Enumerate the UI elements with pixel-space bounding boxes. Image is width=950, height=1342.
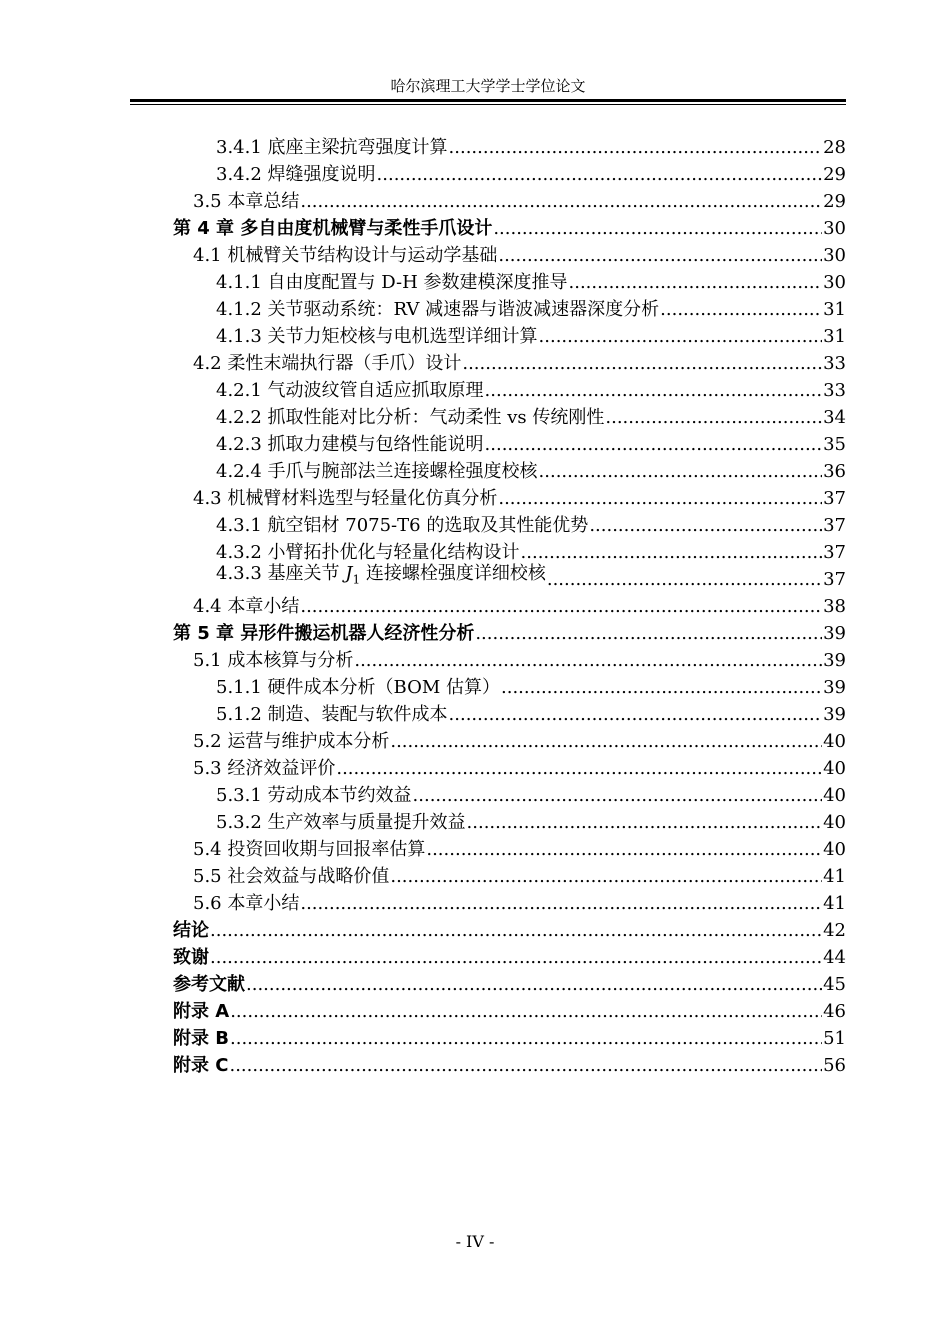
toc-leader-dots bbox=[660, 299, 822, 321]
toc-entry[interactable] bbox=[173, 510, 846, 537]
toc-entry-title: 4.1.3 关节力矩校核与电机选型详细计算 bbox=[216, 326, 538, 347]
toc-entry-title: 4.2.1 气动波纹管自适应抓取原理 bbox=[216, 380, 484, 401]
toc-leader-dots bbox=[246, 974, 822, 996]
toc-entry-title: 5.1.1 硬件成本分析（BOM 估算） bbox=[216, 677, 500, 698]
toc-entry-page: 51 bbox=[823, 1028, 846, 1049]
toc-entry[interactable] bbox=[173, 132, 846, 159]
toc-leader-dots bbox=[485, 434, 823, 456]
toc-leader-dots bbox=[449, 704, 823, 726]
toc-entry-title: 4.2.2 抓取性能对比分析：气动柔性 vs 传统刚性 bbox=[216, 407, 605, 428]
toc-entry[interactable] bbox=[173, 456, 846, 483]
toc-entry-title: 结论 bbox=[173, 920, 209, 941]
toc-entry-page: 40 bbox=[823, 731, 846, 752]
toc-entry[interactable] bbox=[173, 726, 846, 753]
toc-entry-title: 5.1.2 制造、装配与软件成本 bbox=[216, 704, 448, 725]
toc-entry[interactable] bbox=[173, 915, 846, 942]
toc-leader-dots bbox=[589, 515, 822, 537]
toc-entry[interactable] bbox=[173, 321, 846, 348]
toc-entry-title: 附录 B bbox=[173, 1028, 229, 1049]
toc-leader-dots bbox=[300, 596, 822, 618]
toc-entry-page: 37 bbox=[823, 569, 846, 590]
toc-entry[interactable] bbox=[173, 888, 846, 915]
toc-entry[interactable] bbox=[173, 564, 846, 591]
toc-entry-title: 4.1.1 自由度配置与 D-H 参数建模深度推导 bbox=[216, 272, 568, 293]
toc-entry-page: 30 bbox=[823, 245, 846, 266]
toc-leader-dots bbox=[210, 947, 822, 969]
toc-entry-page: 31 bbox=[823, 326, 846, 347]
toc-entry-page: 40 bbox=[823, 839, 846, 860]
toc-leader-dots bbox=[475, 623, 822, 645]
toc-entry[interactable] bbox=[173, 861, 846, 888]
toc-entry-title: 4.3 机械臂材料选型与轻量化仿真分析 bbox=[193, 488, 498, 509]
toc-entry[interactable] bbox=[173, 375, 846, 402]
toc-leader-dots bbox=[413, 785, 823, 807]
toc-entry[interactable] bbox=[173, 429, 846, 456]
toc-entry-page: 41 bbox=[823, 866, 846, 887]
table-of-contents bbox=[173, 132, 846, 1077]
toc-entry-page: 37 bbox=[823, 515, 846, 536]
toc-entry-page: 44 bbox=[823, 947, 846, 968]
toc-entry-page: 33 bbox=[823, 353, 846, 374]
toc-entry-page: 39 bbox=[823, 650, 846, 671]
toc-entry-page: 46 bbox=[823, 1001, 846, 1022]
toc-entry-title: 5.3.1 劳动成本节约效益 bbox=[216, 785, 412, 806]
toc-entry[interactable] bbox=[173, 807, 846, 834]
header-title: 哈尔滨理工大学学士学位论文 bbox=[390, 77, 586, 95]
toc-entry[interactable] bbox=[173, 1023, 846, 1050]
toc-entry[interactable] bbox=[173, 969, 846, 996]
toc-entry-title: 5.2 运营与维护成本分析 bbox=[193, 731, 390, 752]
toc-entry[interactable] bbox=[173, 159, 846, 186]
toc-entry[interactable] bbox=[173, 294, 846, 321]
toc-entry[interactable] bbox=[173, 591, 846, 618]
toc-entry-page: 34 bbox=[823, 407, 846, 428]
toc-leader-dots bbox=[210, 920, 822, 942]
toc-entry-page: 45 bbox=[823, 974, 846, 995]
toc-leader-dots bbox=[230, 1028, 822, 1050]
toc-entry-page: 37 bbox=[823, 542, 846, 563]
toc-entry-title: 4.1 机械臂关节结构设计与运动学基础 bbox=[193, 245, 498, 266]
toc-entry[interactable] bbox=[173, 672, 846, 699]
toc-entry-title: 4.2 柔性末端执行器（手爪）设计 bbox=[193, 353, 462, 374]
toc-entry[interactable] bbox=[173, 699, 846, 726]
toc-leader-dots bbox=[498, 488, 822, 510]
toc-entry[interactable] bbox=[173, 618, 846, 645]
toc-entry-page: 39 bbox=[823, 704, 846, 725]
toc-entry[interactable] bbox=[173, 753, 846, 780]
toc-leader-dots bbox=[539, 461, 823, 483]
toc-entry-title: 第 5 章 异形件搬运机器人经济性分析 bbox=[173, 623, 475, 644]
toc-entry-title: 第 4 章 多自由度机械臂与柔性手爪设计 bbox=[173, 218, 493, 239]
toc-entry-title: 附录 A bbox=[173, 1001, 230, 1022]
toc-entry-title: 5.6 本章小结 bbox=[193, 893, 300, 914]
toc-entry-page: 30 bbox=[823, 218, 846, 239]
toc-leader-dots bbox=[390, 866, 822, 888]
toc-leader-dots bbox=[467, 812, 823, 834]
toc-entry-title-suffix: 连接螺栓强度详细校核 bbox=[360, 563, 546, 585]
toc-entry-title: 3.4.2 焊缝强度说明 bbox=[216, 164, 376, 185]
toc-leader-dots bbox=[354, 650, 822, 672]
toc-entry[interactable] bbox=[173, 213, 846, 240]
toc-leader-dots bbox=[547, 569, 822, 591]
toc-entry-page: 37 bbox=[823, 488, 846, 509]
toc-entry[interactable] bbox=[173, 834, 846, 861]
toc-entry-title: 5.3 经济效益评价 bbox=[193, 758, 336, 779]
toc-leader-dots bbox=[300, 191, 822, 213]
toc-entry-title: 致谢 bbox=[173, 947, 209, 968]
toc-leader-dots bbox=[521, 542, 823, 564]
toc-entry-title: 4.2.3 抓取力建模与包络性能说明 bbox=[216, 434, 484, 455]
toc-entry-page: 33 bbox=[823, 380, 846, 401]
toc-entry-page: 29 bbox=[823, 164, 846, 185]
toc-leader-dots bbox=[229, 1055, 822, 1077]
toc-entry[interactable] bbox=[173, 186, 846, 213]
toc-entry[interactable] bbox=[173, 996, 846, 1023]
toc-entry-title: 参考文献 bbox=[173, 974, 245, 995]
toc-leader-dots bbox=[498, 245, 822, 267]
toc-entry-page: 40 bbox=[823, 812, 846, 833]
toc-entry[interactable] bbox=[173, 483, 846, 510]
toc-entry-page: 40 bbox=[823, 785, 846, 806]
toc-entry-title-prefix: 4.3.3 基座关节 bbox=[216, 563, 346, 585]
toc-entry[interactable] bbox=[173, 942, 846, 969]
toc-entry-title: 5.5 社会效益与战略价值 bbox=[193, 866, 390, 887]
toc-entry-title: 5.4 投资回收期与回报率估算 bbox=[193, 839, 426, 860]
math-variable: J bbox=[345, 563, 353, 585]
toc-entry[interactable] bbox=[173, 348, 846, 375]
toc-leader-dots bbox=[462, 353, 822, 375]
toc-leader-dots bbox=[501, 677, 822, 699]
toc-entry-page: 42 bbox=[823, 920, 846, 941]
toc-entry-page: 29 bbox=[823, 191, 846, 212]
toc-entry[interactable] bbox=[173, 645, 846, 672]
toc-leader-dots bbox=[485, 380, 823, 402]
toc-entry-title: 4.3.2 小臂拓扑优化与轻量化结构设计 bbox=[216, 542, 520, 563]
toc-leader-dots bbox=[230, 1001, 822, 1023]
header-rule-thick bbox=[130, 99, 846, 102]
toc-entry-page: 40 bbox=[823, 758, 846, 779]
toc-leader-dots bbox=[539, 326, 823, 348]
toc-entry[interactable] bbox=[173, 780, 846, 807]
toc-entry[interactable] bbox=[173, 240, 846, 267]
toc-entry-title: 4.4 本章小结 bbox=[193, 596, 300, 617]
toc-entry-page: 41 bbox=[823, 893, 846, 914]
toc-entry-title: 5.3.2 生产效率与质量提升效益 bbox=[216, 812, 466, 833]
toc-leader-dots bbox=[390, 731, 822, 753]
toc-entry[interactable] bbox=[173, 267, 846, 294]
toc-entry-title: 附录 C bbox=[173, 1055, 229, 1076]
toc-entry-title: 3.5 本章总结 bbox=[193, 191, 300, 212]
toc-leader-dots bbox=[426, 839, 822, 861]
toc-leader-dots bbox=[569, 272, 823, 294]
toc-entry-page: 31 bbox=[823, 299, 846, 320]
toc-entry-title bbox=[216, 563, 546, 591]
toc-entry[interactable] bbox=[173, 1050, 846, 1077]
toc-leader-dots bbox=[605, 407, 822, 429]
toc-entry-title: 5.1 成本核算与分析 bbox=[193, 650, 354, 671]
page-number: - IV - bbox=[455, 1232, 495, 1251]
toc-entry[interactable] bbox=[173, 537, 846, 564]
toc-entry-page: 36 bbox=[823, 461, 846, 482]
toc-leader-dots bbox=[493, 218, 822, 240]
toc-entry[interactable] bbox=[173, 402, 846, 429]
toc-entry-page: 38 bbox=[823, 596, 846, 617]
toc-leader-dots bbox=[377, 164, 823, 186]
toc-entry-title: 3.4.1 底座主梁抗弯强度计算 bbox=[216, 137, 448, 158]
toc-leader-dots bbox=[300, 893, 822, 915]
toc-entry-page: 30 bbox=[823, 272, 846, 293]
header-rule-thin bbox=[130, 104, 846, 105]
toc-entry-page: 35 bbox=[823, 434, 846, 455]
toc-leader-dots bbox=[449, 137, 823, 159]
toc-entry-page: 39 bbox=[823, 677, 846, 698]
math-subscript: 1 bbox=[352, 573, 361, 587]
toc-leader-dots bbox=[336, 758, 822, 780]
toc-entry-title: 4.1.2 关节驱动系统：RV 减速器与谐波减速器深度分析 bbox=[216, 299, 660, 320]
toc-entry-page: 56 bbox=[823, 1055, 846, 1076]
toc-entry-page: 28 bbox=[823, 137, 846, 158]
toc-entry-title: 4.2.4 手爪与腕部法兰连接螺栓强度校核 bbox=[216, 461, 538, 482]
toc-entry-title: 4.3.1 航空铝材 7075-T6 的选取及其性能优势 bbox=[216, 515, 589, 536]
toc-entry-page: 39 bbox=[823, 623, 846, 644]
